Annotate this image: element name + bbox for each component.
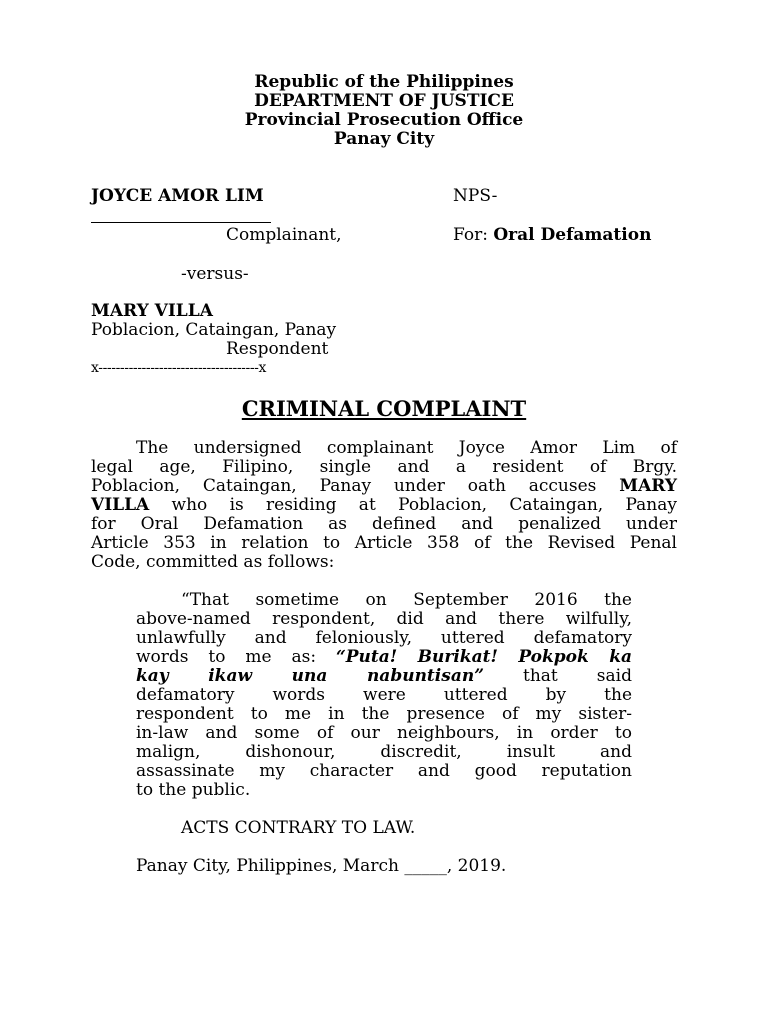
quote-text: that said xyxy=(523,666,632,686)
quote-line: defamatory words were uttered by the xyxy=(136,685,632,705)
versus-label: -versus- xyxy=(181,264,249,284)
body-text: who is residing at Poblacion, Cataingan, Panay xyxy=(171,495,677,515)
defamatory-words: “Puta! Burikat! Pokpok ka xyxy=(335,647,632,667)
document-title: CRIMINAL COMPLAINT xyxy=(241,396,527,421)
body-text: Poblacion, Cataingan, Panay under oath accuses xyxy=(91,476,597,496)
body-line: Article 353 in relation to Article 358 of the Revised Penal xyxy=(91,533,677,553)
quote-line: malign, dishonour, discredit, insult and xyxy=(136,742,632,762)
complainant-name: JOYCE AMOR LIM xyxy=(91,186,264,206)
respondent-name-inline: VILLA xyxy=(91,495,150,515)
caption-separator: x-------------------------------------x xyxy=(91,360,266,376)
dateline: Panay City, Philippines, March _____, 2019. xyxy=(136,856,507,876)
quote-line: “That sometime on September 2016 the xyxy=(181,590,632,610)
respondent-address: Poblacion, Cataingan, Panay xyxy=(91,320,337,340)
quote-line: unlawfully and feloniously, uttered defamatory xyxy=(136,628,632,648)
header-city: Panay City xyxy=(333,129,435,149)
quote-line: assassinate my character and good reputation xyxy=(136,761,632,781)
body-line: Code, committed as follows: xyxy=(91,552,335,572)
header-republic: Republic of the Philippines xyxy=(254,72,514,92)
quote-line: above-named respondent, did and there wilfully, xyxy=(136,609,632,629)
header-office: Provincial Prosecution Office xyxy=(244,110,524,130)
body-line: legal age, Filipino, single and a resident of Brgy. xyxy=(91,457,677,477)
body-line xyxy=(91,496,677,515)
quote-line xyxy=(136,667,632,686)
respondent-name: MARY VILLA xyxy=(91,301,213,321)
quote-text: words to me as: xyxy=(136,647,317,667)
quote-line: in-law and some of our neighbours, in order to xyxy=(136,723,632,743)
body-line xyxy=(91,477,677,496)
for-label: For: xyxy=(453,225,488,245)
body-line: The undersigned complainant Joyce Amor Lim of xyxy=(136,438,677,458)
respondent-name-inline: MARY xyxy=(619,476,677,496)
quote-line: to the public. xyxy=(136,780,251,800)
body-line: for Oral Defamation as defined and penalized under xyxy=(91,514,677,534)
quote-line: respondent to me in the presence of my sister- xyxy=(136,704,632,724)
complainant-label: Complainant, xyxy=(226,225,342,245)
respondent-label: Respondent xyxy=(226,339,329,359)
acts-contrary: ACTS CONTRARY TO LAW. xyxy=(181,818,416,838)
complainant-underline xyxy=(91,222,271,223)
for-value: Oral Defamation xyxy=(493,225,652,245)
quote-line xyxy=(136,648,632,667)
case-nature xyxy=(453,226,651,245)
nps-number: NPS- xyxy=(453,186,498,206)
defamatory-words: kay ikaw una nabuntisan” xyxy=(136,666,484,686)
header-department: DEPARTMENT OF JUSTICE xyxy=(254,91,514,111)
